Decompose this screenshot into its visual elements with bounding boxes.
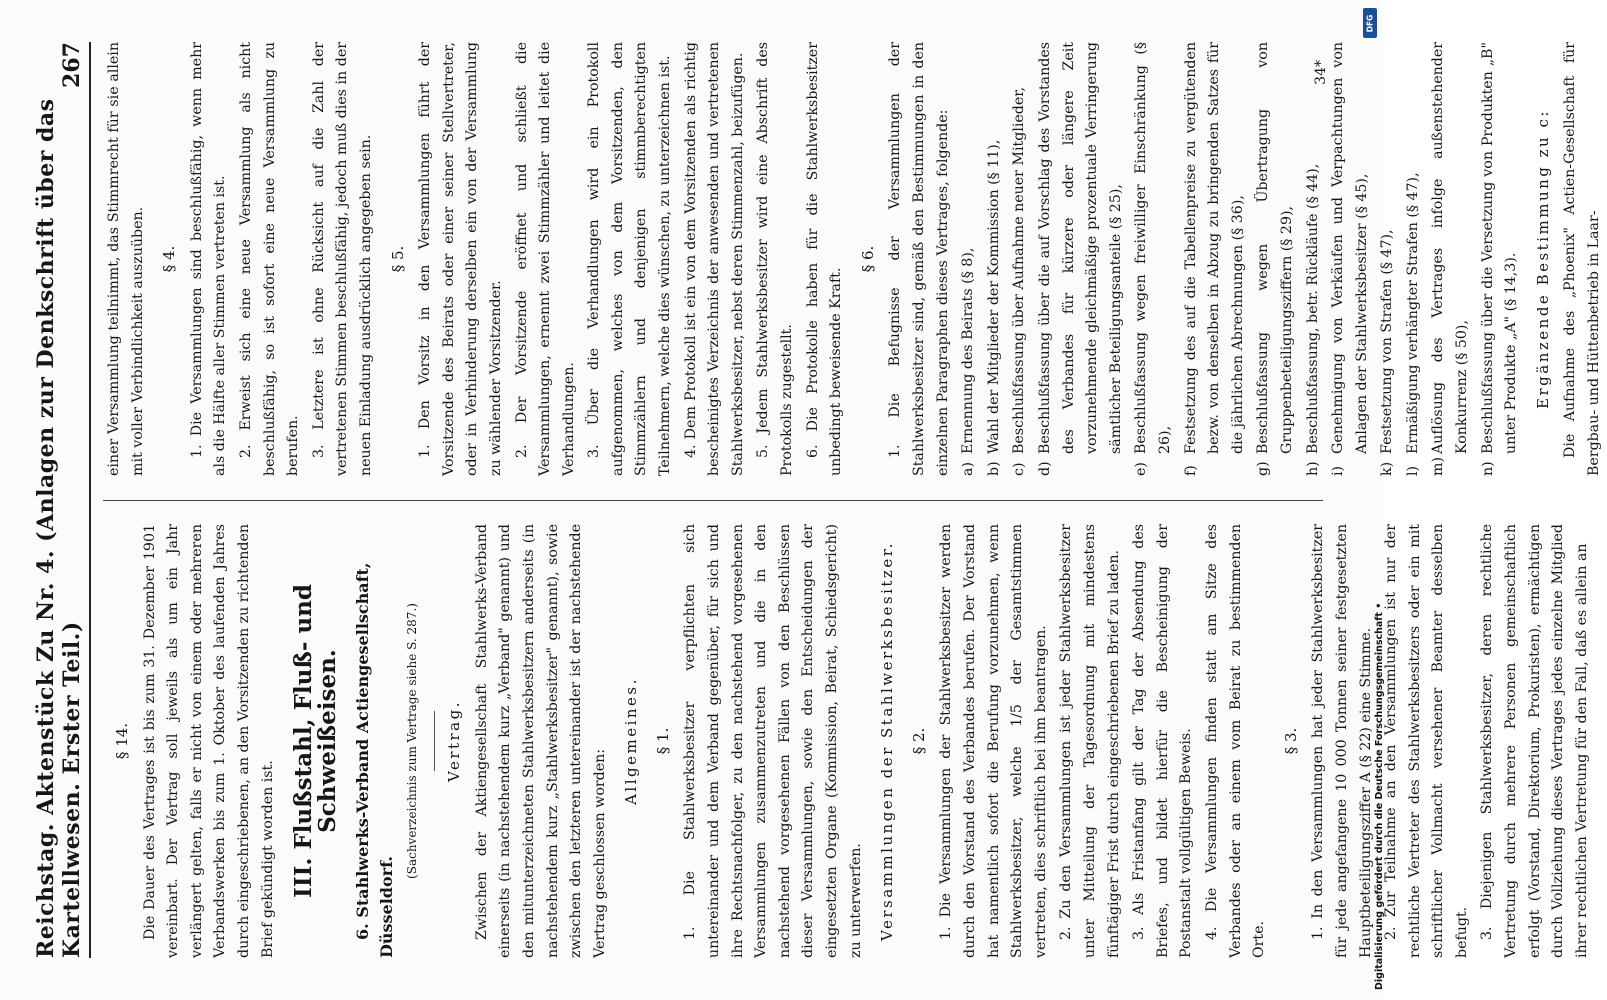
right-column bbox=[103, 42, 1603, 476]
list-marker: b) bbox=[985, 461, 1002, 476]
section-4-item: 3. Letztere ist ohne Rücksicht auf die Zahl der vertretenen Stimmen beschlußfähig, jedoch muß dies in der neuen Einladung ausdrücklich angegeben sein. bbox=[310, 42, 374, 476]
list-item bbox=[1477, 42, 1524, 476]
section-5-item: 4. Dem Protokoll ist ein von dem Vorsitzenden als richtig bescheinigtes Verzeichnis der anwesenden und vertretenen Stahlwerksbesitzer, nebst deren Stimmenzahl, beizufügen. bbox=[682, 42, 746, 476]
entry-title: 6. Stahlwerks-Verband Actiengesellschaft, Düsseldorf. bbox=[353, 562, 396, 958]
list-marker: n) bbox=[1479, 461, 1496, 476]
digitization-note: Digitalisierung gefördert durch die Deutsche Forschungsgemeinschaft • bbox=[1374, 602, 1385, 990]
list-text: Wahl der Mitglieder der Kommission (§ 11), bbox=[985, 139, 1002, 454]
list-marker: k) bbox=[1379, 461, 1396, 476]
list-text: Festsetzung des auf die Tabellenpreise zu vergütenden bezw. von denselben in Abzug zu bringenden Satzes für die jährlichen Abrechnungen (§ 36), bbox=[1182, 42, 1246, 454]
section-4-heading: § 4. bbox=[160, 245, 179, 273]
continuation-text: einer Versammlung teilnimmt, das Stimmrecht für sie allein mit voller Verbindlichkeit auszuüben. bbox=[106, 42, 146, 476]
list-item bbox=[1302, 42, 1326, 476]
dfg-logo-text: DFG bbox=[1365, 14, 1375, 32]
header-title: Reichstag. Aktenstück Zu Nr. 4. (Anlagen zur Denkschrift über das Kartellwesen. Erster Teil.) bbox=[33, 98, 85, 958]
list-text: Auflösung des Vertrages infolge außenstehender Konkurrenz (§ 50), bbox=[1430, 42, 1471, 454]
list-item bbox=[1180, 42, 1251, 476]
section-2-item: 3. Als Fristanfang gilt der Tag der Absendung des Briefes, und bildet hierfür die Bescheinigung der Postanstalt vollgültigen Beweis. bbox=[1131, 524, 1195, 958]
list-item bbox=[1252, 42, 1299, 476]
section-14-text: Die Dauer des Vertrages ist bis zum 31. Dezember 1901 vereinbart. Der Vertrag soll jeweils als um ein Jahr verlängert gelten, falls er nicht von einem oder mehreren Verbandswerken bis zum 1. Oktober des laufenden Jahres durch eingeschriebenen, an den Vorsitzenden zu richtenden Brief gekündigt worden ist. bbox=[141, 524, 276, 958]
list-marker: h) bbox=[1304, 461, 1321, 476]
dfg-logo bbox=[1363, 8, 1377, 38]
list-text: Beschlußfassung über die auf Vorschlag des Vorstandes des Verbandes für kürzere oder längere Zeit vorzunehmende gleichmäßige prozentuale Verringerung sämtlicher Beteiligungsanteile (§ 25), bbox=[1036, 42, 1124, 454]
section-1-text: 1. Die Stahlwerksbesitzer verpflichten sich untereinander und dem Verband gegenüber, für sich und ihre Rechtsnachfolger, zu den nachstehend vorgesehenen Versammlungen zusammenzutreten und die in den nachstehend vorgesehenen Fällen von den Beschlüssen dieser Versammlungen, sowie den Entscheidungen der eingesetzten Organe (Kommission, Beirat, Schiedsgericht) zu unterwerfen. bbox=[682, 524, 864, 958]
page-header bbox=[33, 42, 91, 958]
list-marker: i) bbox=[1330, 465, 1347, 476]
list-marker: f) bbox=[1182, 465, 1199, 476]
section-5-item: 3. Über die Verhandlungen wird ein Protokoll aufgenommen, welches von dem Vorsitzenden, den Stimmzählern und denjenigen stimmberechtigten Teilnehmern, welche dies wünschen, zu unterzeichnen ist. bbox=[586, 42, 674, 476]
list-text: Festsetzung von Strafen (§ 47), bbox=[1379, 229, 1396, 454]
column-divider bbox=[103, 500, 1323, 501]
versammlungen-heading: Versammlungen der Stahlwerksbesitzer. bbox=[878, 541, 897, 941]
section-3-item: 3. Diejenigen Stahlwerksbesitzer, deren rechtliche Vertretung durch mehrere Personen gemeinschaftlich erfolgt (Vorstand, Direktorium, Prokuristen), ermächtigen durch Vollziehung dieses Vertrages jedes einzelne Mitglied ihrer rechtlichen Vertretung für den Fall, daß es allein an bbox=[1479, 524, 1590, 958]
list-item bbox=[1402, 42, 1426, 476]
section-2-heading: § 2. bbox=[909, 727, 928, 755]
list-item bbox=[1130, 42, 1177, 476]
section-1-heading: § 1. bbox=[653, 727, 672, 755]
signature-mark: 34* bbox=[1313, 60, 1329, 85]
section-6-heading: § 6. bbox=[858, 245, 877, 273]
section-6-intro: 1. Die Befugnisse der Versammlungen der Stahlwerksbesitzer sind, gemäß den Bestimmungen in den einzelnen Paragraphen dieses Vertrages, folgende: bbox=[887, 42, 951, 476]
section-5-item: 2. Der Vorsitzende eröffnet und schließt die Versammlungen, ernennt zwei Stimmzähler und leitet die Verhandlungen. bbox=[513, 42, 577, 476]
list-item bbox=[957, 42, 981, 476]
list-marker: c) bbox=[1011, 462, 1028, 476]
section-3-heading: § 3. bbox=[1281, 727, 1300, 755]
vertrag-heading: Vertrag. bbox=[445, 700, 464, 783]
section-5-item: 6. Die Protokolle haben für die Stahlwerksbesitzer unbedingt beweisende Kraft. bbox=[804, 42, 845, 476]
list-text: Beschlußfassung wegen Übertragung von Gruppenbeteiligungsziffern (§ 29), bbox=[1255, 42, 1295, 454]
list-marker: g) bbox=[1255, 461, 1272, 476]
section-2-item: 1. Die Versammlungen der Stahlwerksbesitzer werden durch den Vorstand des Verbandes berufen. Der Vorstand hat namentlich sofort die Berufung vorzunehmen, wenn Stahlwerksbesitzer, welche 1/5 der Gesamtstimmen vertreten, dies schriftlich bei ihm beantragen. bbox=[938, 524, 1049, 958]
section-2-item: 4. Die Versammlungen finden statt am Sitze des Verbandes oder an einem vom Beirat zu bestimmenden Orte. bbox=[1203, 524, 1268, 958]
section-14-heading: § 14. bbox=[113, 722, 131, 760]
page-number: 267 bbox=[59, 42, 85, 88]
list-marker: d) bbox=[1036, 461, 1053, 476]
section-5-item: 5. Jedem Stahlwerksbesitzer wird eine Abschrift des Protokolls zugestellt. bbox=[755, 42, 796, 476]
entry-note: (Sachverzeichnis zum Vertrage siehe S. 287.) bbox=[404, 603, 419, 879]
section-3-item: 2. Zur Teilnahme an den Versammlungen ist nur der rechtliche Vertreter des Stahlwerksbesitzers oder ein mit schriftlicher Vollmacht versehener Beamter desselben befugt. bbox=[1383, 524, 1470, 958]
vertrag-text: Zwischen der Aktiengesellschaft Stahlwerks-Verband einerseits (in nachstehendem kurz „Verband" genannt) und den mitunterzeichneten Stahlwerksbesitzern anderseits (in nachstehendem kurz „Stahlwerksbesitzer" genannt), sowie zwischen den letzteren untereinander ist der nachstehende Vertrag geschlossen worden: bbox=[473, 524, 608, 958]
list-marker: a) bbox=[960, 462, 977, 476]
section-4-item: 2. Erweist sich eine neue Versammlung als nicht beschlußfähig, so ist sofort eine neue Versammlung zu berufen. bbox=[237, 42, 302, 476]
supplement-text: Die Aufnahme des „Phoenix" Actien-Gesellschaft für Bergbau- und Hüttenbetrieb in Laar- bbox=[1562, 42, 1603, 476]
list-item bbox=[983, 42, 1007, 476]
supplement-heading: Ergänzende Bestimmung zu c: bbox=[1533, 109, 1552, 409]
part-title: III. Flußstahl, Fluß- und Schweißeisen. bbox=[290, 584, 341, 898]
section-2-item: 2. Zu den Versammlungen ist jeder Stahlwerksbesitzer unter Mitteilung der Tagesordnung mit mindestens fünftägiger Frist durch eingeschriebenen Brief zu laden. bbox=[1058, 524, 1122, 958]
section-4-item: 1. Die Versammlungen sind beschlußfähig, wenn mehr als die Hälfte aller Stimmen vertreten ist. bbox=[188, 42, 229, 476]
section-5-item: 1. Den Vorsitz in den Versammlungen führt der Vorsitzende des Beirats oder einer seiner Stellvertreter, oder in Verhinderung derselben ein von der Versammlung zu wählender Vorsitzender. bbox=[417, 42, 504, 476]
section-5-heading: § 5. bbox=[388, 245, 407, 273]
section-6-list bbox=[957, 42, 1524, 476]
list-text: Beschlußfassung, betr. Rückläufe (§ 44), bbox=[1304, 163, 1321, 454]
list-item bbox=[1327, 42, 1374, 476]
list-text: Genehmigung von Verkäufen und Verpachtungen von Anlagen der Stahlwerksbesitzer (§ 45), bbox=[1330, 42, 1370, 454]
list-item bbox=[1034, 42, 1128, 476]
list-text: Beschlußfassung über die Versetzung von Produkten „B" unter Produkte „A" (§ 14,3). bbox=[1479, 42, 1520, 454]
list-text: Ernennung des Beirats (§ 8), bbox=[960, 247, 977, 454]
allgemeines-heading: Allgemeines. bbox=[622, 677, 641, 805]
list-marker: e) bbox=[1133, 462, 1150, 476]
list-text: Ermäßigung verhängter Strafen (§ 47), bbox=[1404, 172, 1421, 454]
list-text: Beschlußfassung wegen freiwilliger Einschränkung (§ 26), bbox=[1133, 42, 1173, 454]
list-text: Beschlußfassung über Aufnahme neuer Mitglieder, bbox=[1011, 87, 1028, 454]
divider-rule bbox=[434, 711, 435, 771]
list-item bbox=[1427, 42, 1474, 476]
list-item bbox=[1376, 42, 1400, 476]
list-marker: m) bbox=[1430, 457, 1447, 476]
section-3-item: 1. In den Versammlungen hat jeder Stahlwerksbesitzer für jede angefangene 10 000 Tonnen seiner festgesetzten Hauptbeteiligungsziffer A (§ 22) eine Stimme. bbox=[1310, 524, 1374, 958]
list-item bbox=[1008, 42, 1032, 476]
list-marker: l) bbox=[1404, 465, 1421, 476]
